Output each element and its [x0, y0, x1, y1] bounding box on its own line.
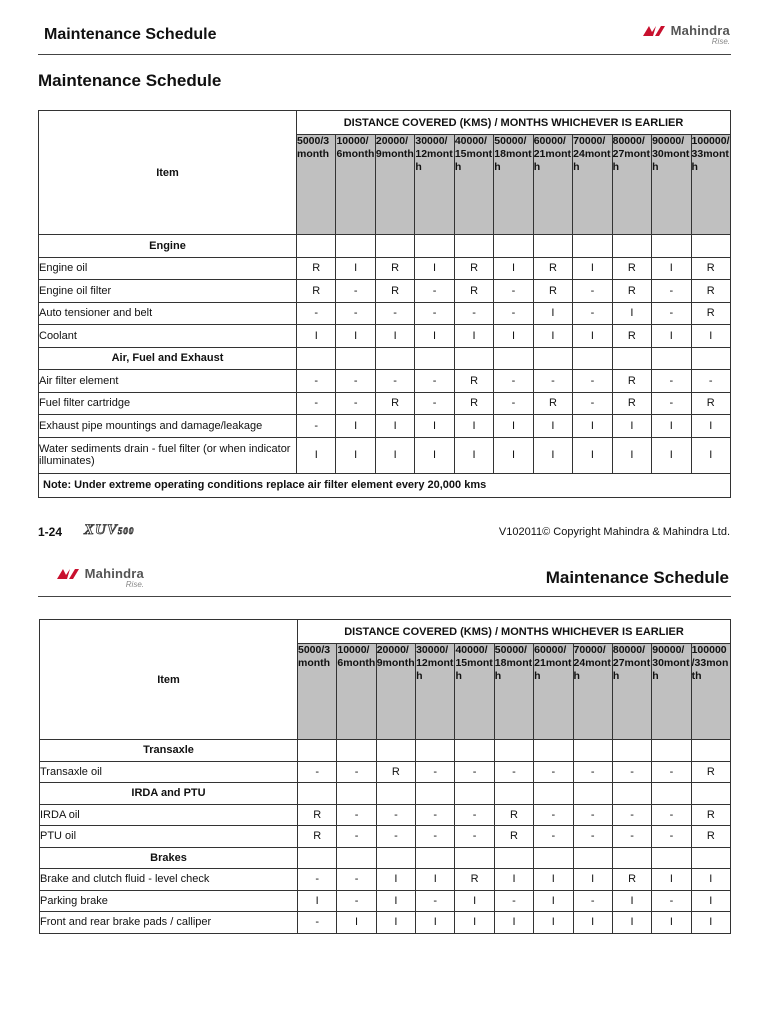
schedule-cell: I [652, 437, 691, 473]
schedule-cell: R [494, 826, 533, 848]
page1-section-title: Maintenance Schedule [38, 71, 222, 90]
schedule-cell [455, 740, 494, 762]
schedule-cell [691, 347, 730, 370]
section-row [40, 740, 731, 762]
section-label: Transaxle [40, 740, 298, 762]
schedule-cell [416, 740, 455, 762]
schedule-cell: I [416, 912, 455, 934]
table-row [39, 325, 731, 348]
schedule-cell [691, 847, 730, 869]
schedule-cell: - [337, 826, 376, 848]
schedule-cell [376, 847, 415, 869]
schedule-cell: I [494, 325, 533, 348]
schedule-cell: - [652, 761, 691, 783]
schedule-cell: - [454, 302, 493, 325]
schedule-cell: R [454, 392, 493, 415]
section-row [40, 783, 731, 805]
schedule-cell: R [691, 257, 730, 280]
schedule-cell [455, 847, 494, 869]
schedule-cell: I [652, 257, 691, 280]
item-name: Coolant [39, 325, 297, 348]
schedule-cell: - [652, 370, 691, 393]
table-header-row [39, 111, 731, 135]
schedule-cell: - [652, 302, 691, 325]
schedule-cell: R [612, 257, 651, 280]
distance-header: DISTANCE COVERED (KMS) / MONTHS WHICHEVER IS EARLIER [298, 620, 731, 644]
schedule-cell [375, 235, 414, 258]
page1-copyright: V102011© Copyright Mahindra & Mahindra Ltd. [498, 526, 730, 538]
schedule-cell: I [375, 437, 414, 473]
schedule-cell [612, 783, 651, 805]
item-name: Water sediments drain - fuel filter (or when indicator illuminates) [39, 437, 297, 473]
schedule-cell: - [534, 804, 573, 826]
section-label: Air, Fuel and Exhaust [39, 347, 297, 370]
schedule-cell: - [573, 761, 612, 783]
schedule-cell: R [691, 392, 730, 415]
schedule-cell: I [415, 437, 454, 473]
schedule-cell: R [612, 392, 651, 415]
interval-column-header: 10000/ 6month [337, 644, 376, 740]
schedule-cell: - [297, 415, 336, 438]
interval-column-header: 40000/ 15month [455, 644, 494, 740]
schedule-cell [573, 740, 612, 762]
schedule-cell [534, 740, 573, 762]
schedule-cell [415, 235, 454, 258]
schedule-cell: I [376, 869, 415, 891]
schedule-cell: I [415, 415, 454, 438]
schedule-cell: - [612, 826, 651, 848]
page1-mahindra-logo [626, 23, 730, 46]
page1-maintenance-table [38, 110, 731, 498]
schedule-cell [494, 347, 533, 370]
schedule-cell: - [336, 370, 375, 393]
schedule-cell: I [336, 257, 375, 280]
schedule-cell: - [416, 890, 455, 912]
schedule-cell: R [691, 761, 730, 783]
schedule-cell [336, 347, 375, 370]
page1-header-title: Maintenance Schedule [44, 26, 217, 43]
item-name: Transaxle oil [40, 761, 298, 783]
schedule-cell: I [415, 257, 454, 280]
item-name: Front and rear brake pads / calliper [40, 912, 298, 934]
schedule-cell: - [534, 826, 573, 848]
schedule-cell: R [612, 869, 651, 891]
schedule-cell [494, 783, 533, 805]
schedule-cell: - [337, 804, 376, 826]
schedule-cell: - [298, 869, 337, 891]
item-name: Fuel filter cartridge [39, 392, 297, 415]
schedule-cell: I [573, 437, 612, 473]
schedule-cell: - [416, 826, 455, 848]
interval-column-header: 70000/ 24month [573, 644, 612, 740]
schedule-cell: I [534, 890, 573, 912]
page2-mahindra-logo [40, 566, 144, 589]
schedule-cell: I [652, 912, 691, 934]
schedule-cell: I [652, 325, 691, 348]
schedule-cell [336, 235, 375, 258]
schedule-cell: - [534, 761, 573, 783]
schedule-cell: I [573, 257, 612, 280]
table-row [39, 370, 731, 393]
schedule-cell: - [455, 761, 494, 783]
schedule-cell: I [612, 912, 651, 934]
schedule-cell [533, 347, 572, 370]
item-name: Engine oil [39, 257, 297, 280]
schedule-cell [454, 347, 493, 370]
schedule-cell: - [415, 370, 454, 393]
schedule-cell: - [415, 280, 454, 303]
schedule-cell [298, 740, 337, 762]
schedule-cell: R [533, 257, 572, 280]
schedule-cell: R [454, 370, 493, 393]
schedule-cell: - [573, 804, 612, 826]
interval-column-header: 60000/ 21month [533, 135, 572, 235]
schedule-cell: - [652, 890, 691, 912]
schedule-cell [533, 235, 572, 258]
schedule-cell [534, 847, 573, 869]
schedule-cell: R [533, 392, 572, 415]
schedule-cell [494, 235, 533, 258]
schedule-cell: I [494, 869, 533, 891]
logo-tagline: Rise. [711, 37, 730, 46]
schedule-cell: I [494, 437, 533, 473]
schedule-cell: I [534, 912, 573, 934]
schedule-cell: I [376, 890, 415, 912]
schedule-cell: R [612, 280, 651, 303]
interval-column-header: 40000/ 15month [454, 135, 493, 235]
interval-column-header: 90000/ 30month [652, 644, 691, 740]
schedule-cell: - [336, 392, 375, 415]
schedule-cell [691, 235, 730, 258]
xuv-model-logo [84, 522, 134, 539]
schedule-cell: - [612, 804, 651, 826]
schedule-cell [534, 783, 573, 805]
schedule-cell: R [612, 325, 651, 348]
table-row [40, 869, 731, 891]
schedule-cell [612, 847, 651, 869]
schedule-cell: R [298, 804, 337, 826]
schedule-cell: I [454, 437, 493, 473]
item-column-header: Item [39, 111, 297, 235]
schedule-cell: I [494, 912, 533, 934]
table-note: Note: Under extreme operating conditions replace air filter element every 20,000 kms [39, 473, 731, 497]
schedule-cell: - [298, 912, 337, 934]
schedule-cell: - [416, 761, 455, 783]
schedule-cell: I [533, 325, 572, 348]
schedule-cell: - [297, 302, 336, 325]
schedule-cell: I [375, 415, 414, 438]
schedule-cell: - [455, 804, 494, 826]
schedule-cell: I [612, 302, 651, 325]
schedule-cell [337, 847, 376, 869]
section-row [39, 235, 731, 258]
schedule-cell: I [415, 325, 454, 348]
schedule-cell [376, 740, 415, 762]
schedule-cell [652, 235, 691, 258]
schedule-cell: I [298, 890, 337, 912]
schedule-cell: I [691, 325, 730, 348]
page1-page-number: 1-24 [38, 525, 63, 539]
item-name: Brake and clutch fluid - level check [40, 869, 298, 891]
schedule-cell [691, 740, 730, 762]
schedule-cell: - [612, 761, 651, 783]
schedule-cell: I [573, 912, 612, 934]
schedule-cell: - [297, 392, 336, 415]
schedule-cell: I [534, 869, 573, 891]
item-name: PTU oil [40, 826, 298, 848]
schedule-cell: R [454, 280, 493, 303]
interval-column-header: 50000/ 18month [494, 135, 533, 235]
schedule-cell: - [652, 280, 691, 303]
schedule-cell: - [573, 280, 612, 303]
schedule-cell: - [652, 826, 691, 848]
schedule-cell: - [455, 826, 494, 848]
interval-column-header: 80000/ 27month [612, 644, 651, 740]
interval-column-header: 5000/3 month [297, 135, 336, 235]
schedule-cell: R [376, 761, 415, 783]
schedule-cell: I [573, 869, 612, 891]
schedule-cell: - [336, 302, 375, 325]
schedule-cell: I [612, 415, 651, 438]
interval-column-header: 70000/ 24month [573, 135, 612, 235]
section-label: Brakes [40, 847, 298, 869]
interval-column-header: 20000/ 9month [375, 135, 414, 235]
schedule-cell: - [494, 890, 533, 912]
schedule-cell: I [612, 437, 651, 473]
item-name: IRDA oil [40, 804, 298, 826]
schedule-cell: R [691, 302, 730, 325]
section-row [39, 347, 731, 370]
interval-column-header: 50000/ 18month [494, 644, 533, 740]
schedule-cell: - [494, 392, 533, 415]
logo-wordmark: Mahindra [670, 23, 730, 38]
interval-column-header: 60000/ 21month [534, 644, 573, 740]
mahindra-emblem-icon [641, 24, 667, 38]
schedule-cell: I [336, 415, 375, 438]
schedule-cell [573, 783, 612, 805]
table-row [40, 912, 731, 934]
interval-column-header: 30000/ 12month [416, 644, 455, 740]
section-label: IRDA and PTU [40, 783, 298, 805]
schedule-cell: - [573, 302, 612, 325]
schedule-cell: - [415, 392, 454, 415]
table-row [39, 392, 731, 415]
schedule-cell: I [336, 325, 375, 348]
schedule-cell [573, 347, 612, 370]
schedule-cell: - [375, 302, 414, 325]
item-name: Engine oil filter [39, 280, 297, 303]
schedule-cell: - [376, 804, 415, 826]
item-name: Parking brake [40, 890, 298, 912]
schedule-cell: R [298, 826, 337, 848]
schedule-cell [612, 347, 651, 370]
schedule-cell: I [533, 302, 572, 325]
table-row [40, 804, 731, 826]
schedule-cell: I [376, 912, 415, 934]
schedule-cell: I [454, 415, 493, 438]
schedule-cell: - [376, 826, 415, 848]
schedule-cell [652, 847, 691, 869]
schedule-cell: - [494, 280, 533, 303]
table-row [40, 761, 731, 783]
item-name: Air filter element [39, 370, 297, 393]
item-name: Exhaust pipe mountings and damage/leakage [39, 415, 297, 438]
schedule-cell [416, 847, 455, 869]
item-column-header: Item [40, 620, 298, 740]
schedule-cell: R [691, 826, 730, 848]
schedule-cell: I [573, 415, 612, 438]
xuv-model-text: XUV [84, 522, 118, 538]
interval-column-header: 90000/ 30month [652, 135, 691, 235]
xuv-model-number: 500 [117, 526, 135, 536]
schedule-cell: I [454, 325, 493, 348]
schedule-cell: I [533, 415, 572, 438]
schedule-cell: R [375, 257, 414, 280]
schedule-cell: - [652, 804, 691, 826]
schedule-cell [297, 347, 336, 370]
table-row [39, 280, 731, 303]
schedule-cell: - [336, 280, 375, 303]
schedule-cell [298, 783, 337, 805]
schedule-cell [454, 235, 493, 258]
schedule-cell: I [691, 869, 730, 891]
schedule-cell: - [494, 761, 533, 783]
schedule-cell: R [454, 257, 493, 280]
schedule-cell: I [533, 437, 572, 473]
page1-header-rule [38, 54, 731, 55]
schedule-cell [337, 740, 376, 762]
interval-column-header: 80000/ 27month [612, 135, 651, 235]
schedule-cell [455, 783, 494, 805]
schedule-cell: - [337, 890, 376, 912]
schedule-cell [298, 847, 337, 869]
schedule-cell: - [691, 370, 730, 393]
schedule-cell: - [573, 890, 612, 912]
schedule-cell [415, 347, 454, 370]
schedule-cell: I [416, 869, 455, 891]
schedule-cell: R [455, 869, 494, 891]
schedule-cell: I [612, 890, 651, 912]
schedule-cell: - [494, 302, 533, 325]
schedule-cell [416, 783, 455, 805]
table-row [39, 302, 731, 325]
interval-column-header: 20000/ 9month [376, 644, 415, 740]
section-row [40, 847, 731, 869]
schedule-cell: R [375, 280, 414, 303]
schedule-cell: I [336, 437, 375, 473]
schedule-cell [573, 847, 612, 869]
schedule-cell: - [415, 302, 454, 325]
schedule-cell [375, 347, 414, 370]
schedule-cell [376, 783, 415, 805]
schedule-cell: I [652, 415, 691, 438]
schedule-cell: R [533, 280, 572, 303]
schedule-cell: - [298, 761, 337, 783]
table-row [40, 890, 731, 912]
schedule-cell: R [691, 280, 730, 303]
page2-header-title: Maintenance Schedule [545, 568, 729, 587]
schedule-cell: R [691, 804, 730, 826]
schedule-cell [612, 740, 651, 762]
schedule-cell: I [455, 912, 494, 934]
note-row [39, 473, 731, 497]
schedule-cell [337, 783, 376, 805]
distance-header: DISTANCE COVERED (KMS) / MONTHS WHICHEVER IS EARLIER [297, 111, 731, 135]
schedule-cell: - [337, 761, 376, 783]
logo-wordmark: Mahindra [84, 566, 144, 581]
schedule-cell: - [337, 869, 376, 891]
schedule-cell: - [297, 370, 336, 393]
schedule-cell: R [494, 804, 533, 826]
schedule-cell [652, 740, 691, 762]
schedule-cell: I [455, 890, 494, 912]
logo-tagline: Rise. [125, 580, 144, 589]
schedule-cell: I [691, 890, 730, 912]
table-row [39, 257, 731, 280]
schedule-cell: - [416, 804, 455, 826]
schedule-cell: - [573, 370, 612, 393]
schedule-cell [494, 847, 533, 869]
schedule-cell: I [297, 325, 336, 348]
table-header-row [40, 620, 731, 644]
schedule-cell: - [652, 392, 691, 415]
interval-column-header: 5000/3 month [298, 644, 337, 740]
schedule-cell: I [494, 415, 533, 438]
page2-header-rule [38, 596, 731, 597]
schedule-cell: - [533, 370, 572, 393]
item-name: Auto tensioner and belt [39, 302, 297, 325]
schedule-cell: - [573, 392, 612, 415]
schedule-cell: I [494, 257, 533, 280]
schedule-cell: I [691, 415, 730, 438]
schedule-cell: R [612, 370, 651, 393]
schedule-cell: - [375, 370, 414, 393]
schedule-cell: - [573, 826, 612, 848]
schedule-cell: I [691, 912, 730, 934]
schedule-cell: R [375, 392, 414, 415]
schedule-cell: I [691, 437, 730, 473]
schedule-cell [573, 235, 612, 258]
schedule-cell: I [573, 325, 612, 348]
schedule-cell: I [375, 325, 414, 348]
schedule-cell: - [494, 370, 533, 393]
interval-column-header: 100000 /33month [691, 644, 730, 740]
schedule-cell [652, 783, 691, 805]
interval-column-header: 10000/ 6month [336, 135, 375, 235]
schedule-cell [691, 783, 730, 805]
interval-column-header: 30000/ 12month [415, 135, 454, 235]
section-label: Engine [39, 235, 297, 258]
page2-maintenance-table [39, 619, 731, 934]
schedule-cell: I [652, 869, 691, 891]
interval-column-header: 100000/ 33month [691, 135, 730, 235]
table-row [39, 415, 731, 438]
schedule-cell: I [337, 912, 376, 934]
table-row [40, 826, 731, 848]
schedule-cell: I [297, 437, 336, 473]
table-row [39, 437, 731, 473]
schedule-cell: R [297, 257, 336, 280]
schedule-cell [297, 235, 336, 258]
schedule-cell [652, 347, 691, 370]
mahindra-emblem-icon [55, 567, 81, 581]
schedule-cell: R [297, 280, 336, 303]
schedule-cell [494, 740, 533, 762]
schedule-cell [612, 235, 651, 258]
